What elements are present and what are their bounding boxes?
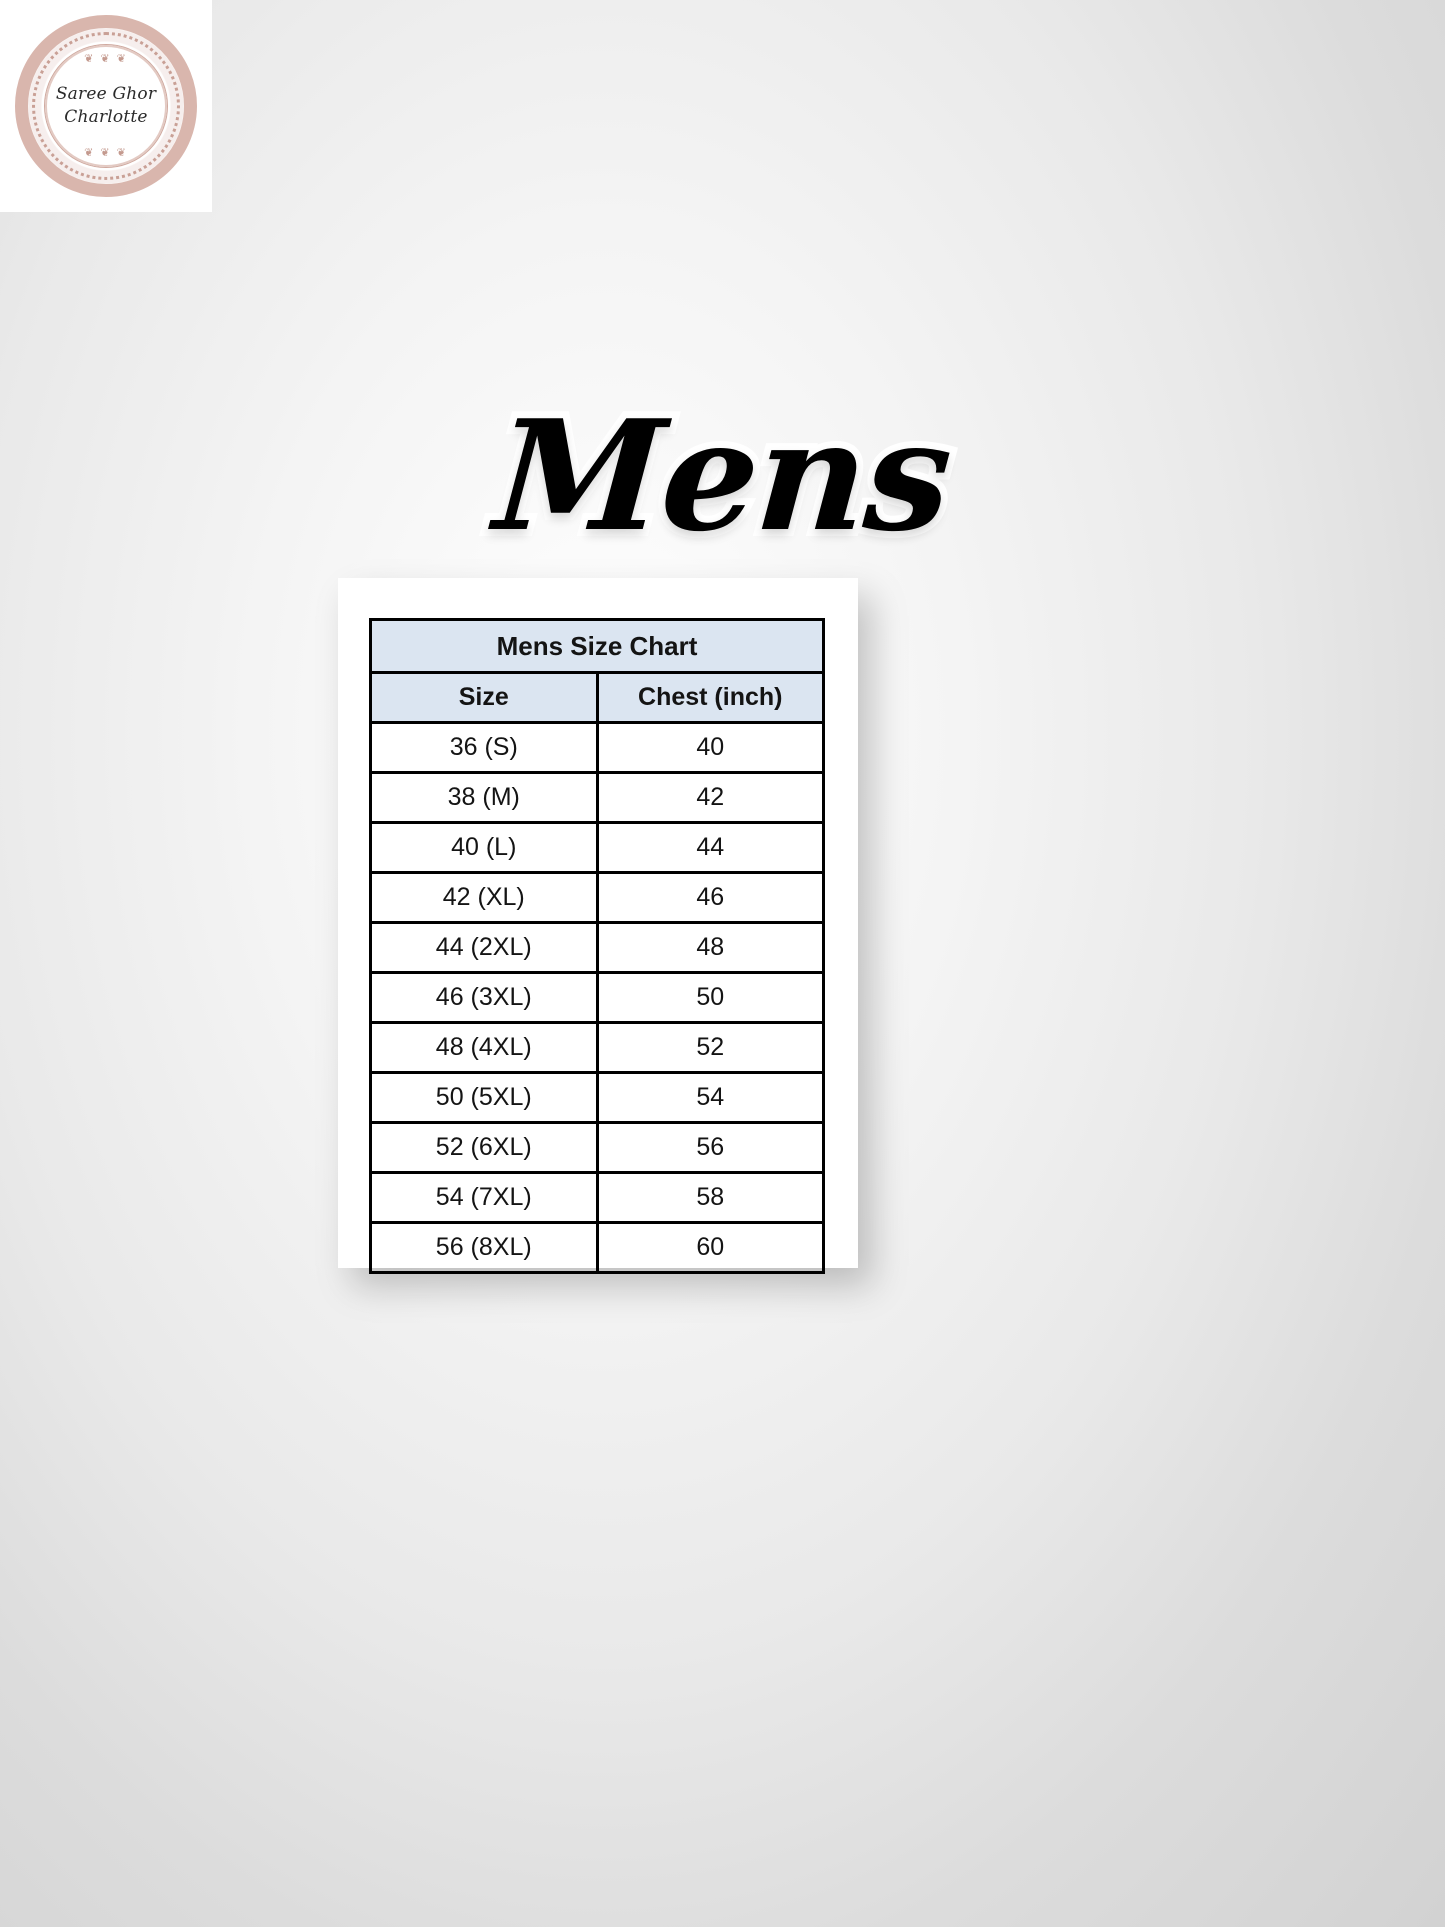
table-row [371, 973, 824, 1023]
table-row [371, 1023, 824, 1073]
cell-chest: 60 [597, 1223, 824, 1273]
table-row [371, 1173, 824, 1223]
cell-chest: 46 [597, 873, 824, 923]
cell-size: 50 (5XL) [371, 1073, 598, 1123]
cell-size: 42 (XL) [371, 873, 598, 923]
cell-size: 46 (3XL) [371, 973, 598, 1023]
size-chart-body [371, 723, 824, 1273]
cell-chest: 42 [597, 773, 824, 823]
cell-chest: 48 [597, 923, 824, 973]
table-row [371, 723, 824, 773]
brand-name-line2: Charlotte [64, 107, 148, 127]
table-title-row [371, 620, 824, 673]
table-row [371, 823, 824, 873]
cell-size: 48 (4XL) [371, 1023, 598, 1073]
cell-chest: 54 [597, 1073, 824, 1123]
cell-size: 56 (8XL) [371, 1223, 598, 1273]
column-header-size: Size [371, 673, 598, 723]
cell-chest: 44 [597, 823, 824, 873]
cell-chest: 56 [597, 1123, 824, 1173]
cell-chest: 40 [597, 723, 824, 773]
floral-wreath-icon [15, 15, 197, 197]
cell-size: 54 (7XL) [371, 1173, 598, 1223]
cell-chest: 58 [597, 1173, 824, 1223]
cell-chest: 52 [597, 1023, 824, 1073]
ornament-bottom-icon: ❦ ❦ ❦ [84, 147, 128, 159]
page-title-wrapper [0, 386, 1445, 565]
cell-size: 38 (M) [371, 773, 598, 823]
page-title: Mens [489, 386, 956, 565]
column-header-chest: Chest (inch) [597, 673, 824, 723]
cell-chest: 50 [597, 973, 824, 1023]
table-row [371, 1223, 824, 1273]
cell-size: 52 (6XL) [371, 1123, 598, 1173]
cell-size: 40 (L) [371, 823, 598, 873]
brand-name [36, 83, 176, 129]
size-chart-table [369, 618, 825, 1274]
table-title-cell: Mens Size Chart [371, 620, 824, 673]
table-row [371, 873, 824, 923]
size-chart-head [371, 620, 824, 723]
cell-size: 44 (2XL) [371, 923, 598, 973]
cell-size: 36 (S) [371, 723, 598, 773]
size-chart-card [338, 578, 858, 1268]
brand-logo-card [0, 0, 212, 212]
brand-name-line1: Saree Ghor [55, 84, 157, 105]
table-row [371, 1123, 824, 1173]
table-row [371, 923, 824, 973]
ornament-top-icon: ❦ ❦ ❦ [84, 53, 128, 65]
table-header-row [371, 673, 824, 723]
logo-inner-ring [44, 44, 168, 168]
table-row [371, 773, 824, 823]
table-row [371, 1073, 824, 1123]
